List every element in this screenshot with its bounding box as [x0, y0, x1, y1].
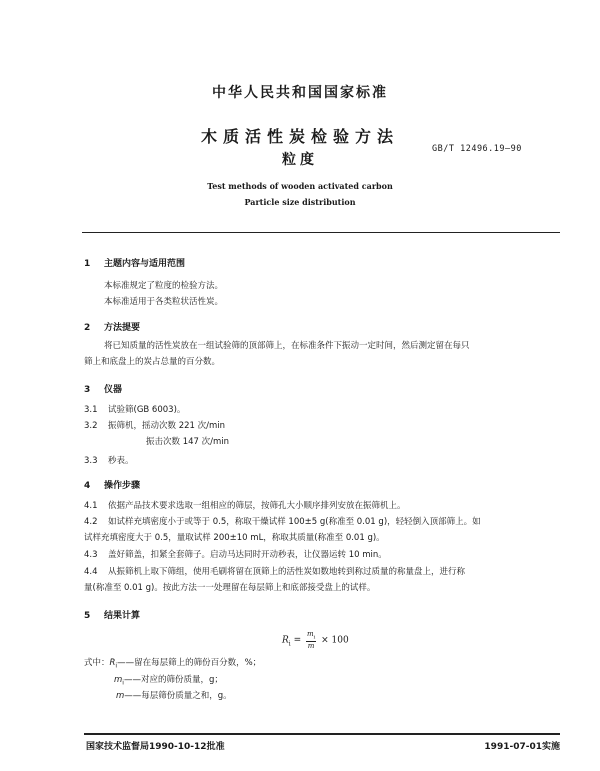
- section-heading-5: 5 结果计算: [84, 611, 141, 621]
- issuer-title: 中华人民共和国国家标准: [212, 85, 388, 101]
- english-title: Test methods of wooden activated carbon: [207, 181, 393, 191]
- s3-item-3: 3.3 秒表。: [84, 456, 134, 466]
- implementation-date: 1991-07-01实施: [484, 742, 560, 752]
- where-var-3: m——每层筛份质量之和，g。: [116, 691, 232, 701]
- s2-line-1: 将已知质量的活性炭放在一组试验筛的顶部筛上，在标准条件下振动一定时间，然后测定留在每只: [104, 341, 470, 351]
- s4-item-1: 4.1 依据产品技术要求选取一组相应的筛层，按筛孔大小顺序排列安放在振筛机上。: [84, 501, 406, 511]
- formula: $R_i$ = $\frac{m_i}{m}$ × 100: [282, 630, 349, 651]
- section-heading-4: 4 操作步骤: [84, 481, 141, 491]
- s4-item-2-cont: 试样充填密度大于 0.5，量取试样 200±10 mL，称取其质量(称准至 0.01 g)。: [84, 533, 385, 543]
- s4-item-4: 4.4 从振筛机上取下筛组，使用毛刷将留在顶筛上的活性炭如数地转到称过质量的称量盘上，进行称: [84, 567, 466, 577]
- s3-item-1: 3.1 试验筛(GB 6003)。: [84, 405, 186, 415]
- s4-item-4-cont: 量(称准至 0.01 g)。按此方法一一处理留在每层筛上和底部接受盘上的试样。: [84, 583, 376, 593]
- s4-item-2: 4.2 如试样充填密度小于或等于 0.5，称取干燥试样 100±5 g(称准至 0.01 g)，轻轻倒入顶部筛上。如: [84, 517, 481, 527]
- where-var-1: 式中：$R_i——$留在每层筛上的筛份百分数，%；: [84, 658, 262, 670]
- top-divider: [82, 232, 560, 233]
- english-subtitle: Particle size distribution: [244, 197, 356, 207]
- document-title: 木质活性炭检验方法: [200, 127, 399, 146]
- where-var-2: $m_i——$对应的筛份质量，g；: [114, 675, 223, 687]
- approval-date: 国家技术监督局1990-10-12批准: [86, 742, 225, 752]
- standard-number: GB/T 12496.19—90: [432, 144, 522, 154]
- s3-item-2-cont: 振击次数 147 次/min: [146, 437, 230, 447]
- document-subtitle: 粒度: [282, 152, 318, 168]
- section-heading-3: 3 仪器: [84, 385, 123, 395]
- footer-divider: [84, 733, 560, 735]
- s1-paragraph-2: 本标准适用于各类粒状活性炭。: [104, 297, 224, 307]
- s2-line-2: 筛上和底盘上的炭占总量的百分数。: [84, 357, 221, 367]
- s3-item-2: 3.2 振筛机，摇动次数 221 次/min: [84, 421, 226, 431]
- s1-paragraph-1: 本标准规定了粒度的检验方法。: [104, 281, 224, 291]
- section-heading-2: 2 方法提要: [84, 323, 141, 333]
- section-heading-1: 1 主题内容与适用范围: [84, 259, 186, 269]
- s4-item-3: 4.3 盖好筛盖，扣紧全套筛子。启动马达同时开动秒表，让仪器运转 10 min。: [84, 550, 387, 560]
